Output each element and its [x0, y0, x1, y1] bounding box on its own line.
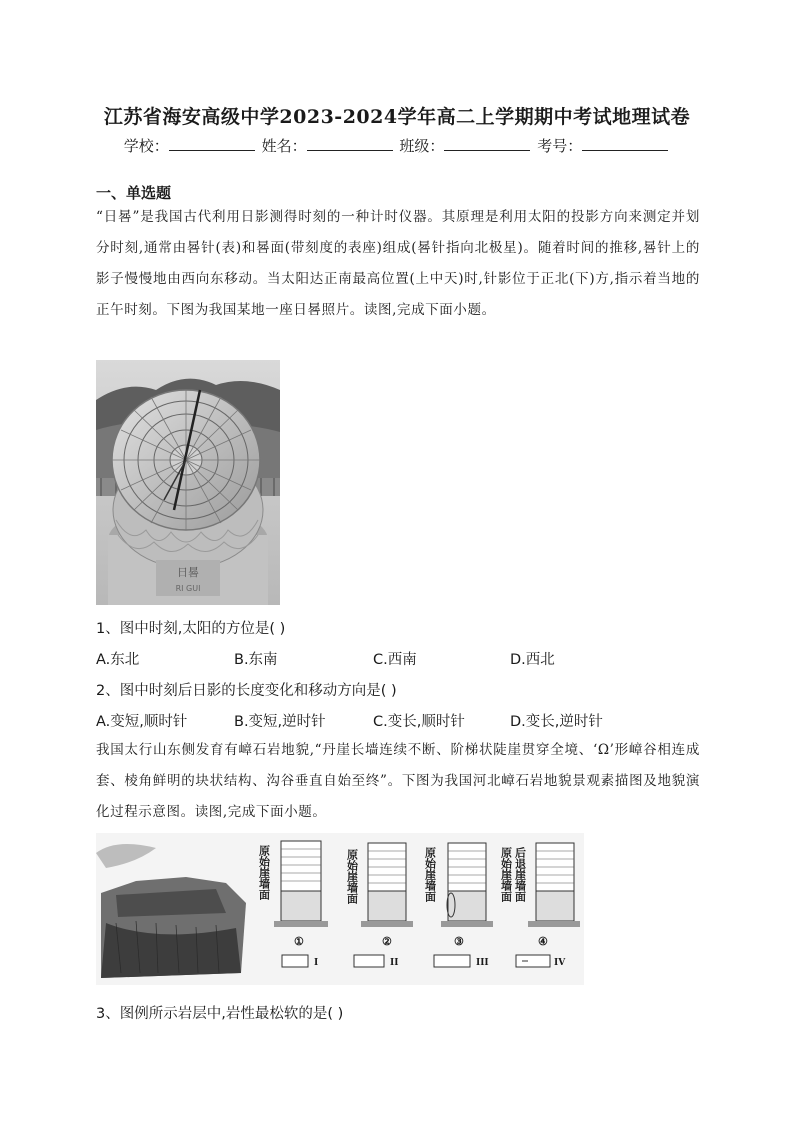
stage-4-retreat-label: 后退崖墙面	[513, 847, 527, 902]
class-blank[interactable]	[444, 136, 530, 151]
legend-iii: III	[476, 958, 489, 968]
exam-title: 江苏省海安高级中学2023-2024学年高二上学期期中考试地理试卷	[103, 106, 691, 128]
stage-3-number: ③	[454, 935, 464, 948]
q1-option-a[interactable]: A.东北	[96, 652, 140, 668]
landform-diagram	[96, 833, 584, 985]
legend-ii: II	[390, 958, 399, 968]
section-heading: 一、单选题	[96, 184, 172, 202]
q1-option-b[interactable]: B.东南	[234, 652, 278, 668]
stage-4-label: 原始崖墙面	[499, 847, 513, 902]
school-label: 学校：	[123, 137, 169, 155]
stage-3-label: 原始崖墙面	[423, 847, 437, 902]
stage-2-label: 原始崖墙面	[345, 849, 359, 904]
stage-1-label: 原始崖墙面	[257, 845, 271, 900]
legend-i: I	[314, 958, 319, 968]
q2-option-d[interactable]: D.变长,逆时针	[510, 714, 603, 730]
q2-option-c[interactable]: C.变长,顺时针	[373, 714, 465, 730]
q1-option-c[interactable]: C.西南	[373, 652, 417, 668]
class-label: 班级：	[399, 137, 445, 155]
student-info-line	[0, 135, 794, 156]
stage-2-number: ②	[382, 935, 392, 948]
name-label: 姓名：	[261, 137, 307, 155]
legend-iv: IV	[554, 958, 566, 968]
number-label: 考号：	[537, 137, 583, 155]
q2-option-b[interactable]: B.变短,逆时针	[234, 714, 326, 730]
question-3: 3、图例所示岩层中,岩性最松软的是( )	[96, 1006, 344, 1022]
number-blank[interactable]	[582, 136, 668, 151]
q1-option-d[interactable]: D.西北	[510, 652, 555, 668]
stage-1-number: ①	[294, 935, 304, 948]
q2-option-a[interactable]: A.变短,顺时针	[96, 714, 188, 730]
sundial-photo	[96, 360, 280, 605]
school-blank[interactable]	[169, 136, 255, 151]
sundial-label-pinyin: RI GUI	[175, 584, 201, 593]
passage-zhangshiyan: 我国太行山东侧发育有嶂石岩地貌,“丹崖长墙连续不断、阶梯状陡崖贯穿全境、‘Ω’形嶂谷相连成套、棱角鲜明的块状结构、沟谷垂直自始至终”。下图为我国河北嶂石岩地貌景观素描图及地貌演化过程示意图。读图,完成下面小题。	[96, 742, 700, 820]
sundial-label-cn: 日晷	[177, 566, 199, 579]
passage-sundial: “日晷”是我国古代利用日影测得时刻的一种计时仪器。其原理是利用太阳的投影方向来测定并划分时刻,通常由晷针(表)和晷面(带刻度的表座)组成(晷针指向北极星)。随着时间的推移,晷针上的影子慢慢地由西向东移动。当太阳达正南最高位置(上中天)时,针影位于正北(下)方,指示着当地的正午时刻。下图为我国某地一座日晷照片。读图,完成下面小题。	[96, 209, 700, 318]
question-2: 2、图中时刻后日影的长度变化和移动方向是( )	[96, 683, 397, 699]
name-blank[interactable]	[307, 136, 393, 151]
question-1: 1、图中时刻,太阳的方位是( )	[96, 621, 286, 637]
stage-4-number: ④	[538, 935, 548, 948]
